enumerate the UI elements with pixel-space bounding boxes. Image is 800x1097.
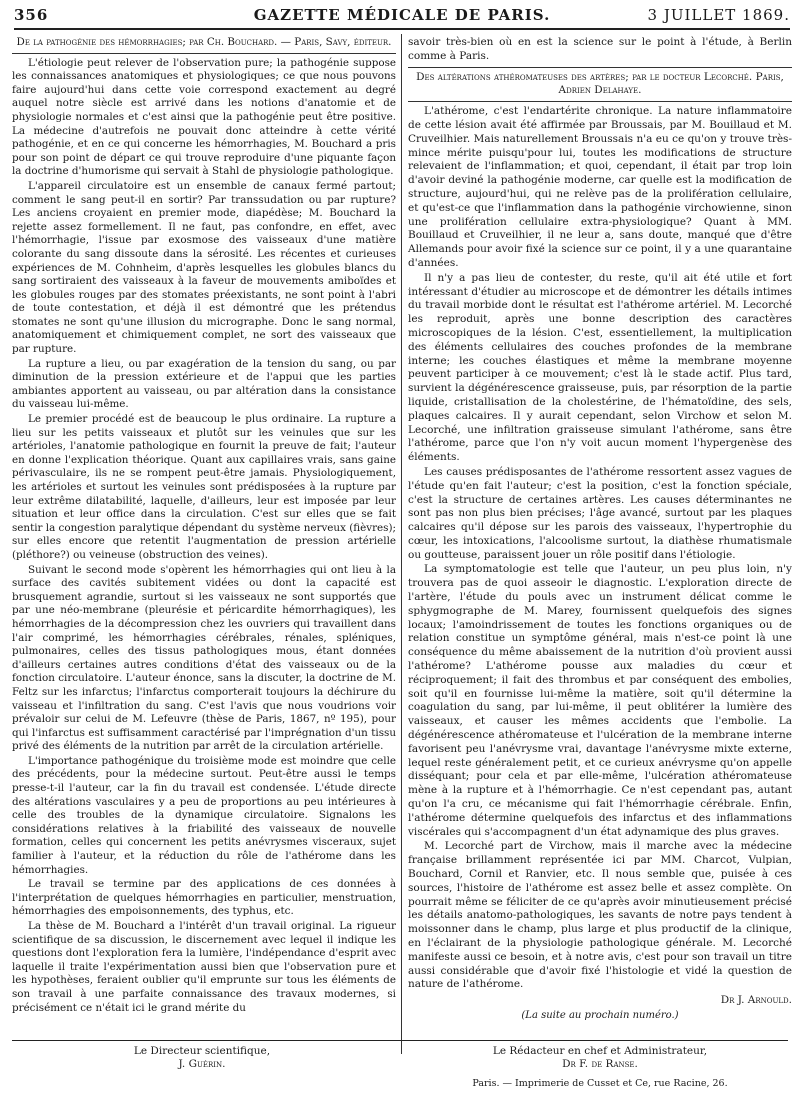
paragraph: Il n'y a pas lieu de contester, du reste, qu'il ait été utile et fort intéressant d'étudier au microscope et de démontrer les détails intimes du travail morbide dont le résultat est l'athérome artériel. M. Lecorché les reproduit, après une bonne description des caractères microscopiques de la lésion. C'est, essentiellement, la multiplication des éléments cellulaires des couches profondes de la membrane interne; les couches élastiques et même la membrane moyenne peuvent participer à ce mouvement; c'est là le stade actif. Plus tard, survient la dégénérescence graisseuse, puis, par résorption de la partie liquide, cristallisation de la cholestérine, de l'hématoïdine, des sels, plaques calcaires. Il y aurait cependant, selon Virchow et selon M. Lecorché, une infiltration graisseuse simulant l'athérome, sans être l'athérome, parce que l'on n'y voit aucun moment l'hypergenèse des éléments. (408, 271, 792, 464)
right-column (408, 36, 792, 1024)
director-name: J. Guérin. (178, 1058, 226, 1070)
paragraph: Suivant le second mode s'opèrent les hémorrhagies qui ont lieu à la surface des cavités subitement vidées ou dont la capacité est brusquement agrandie, surtout si les vaisseaux ne sont supportés que par une néo-membrane (pleurésie et péricardite hémorrhagiques), les hémorrhagies de la décompression chez les ouvriers qui travaillent dans l'air comprimé, les hémorrhagies cérébrales, rénales, spléniques, pulmonaires, celles des tissus pathologiques mous, étant données d'ailleurs certaines autres conditions d'état des vaisseaux ou de la fonction circulatoire. L'auteur énonce, sans la discuter, la doctrine de M. Feltz sur les infarctus; l'infarctus comporterait toujours la déchirure du vaisseau et l'infiltration du sang. C'est l'avis que nous voudrions voir prévaloir sur celui de M. Lefeuvre (thèse de Paris, 1867, nº 195), pour qui l'infarctus est suffisamment caractérisé par l'imprégnation d'un tissu privé des éléments de la nutrition par arrêt de la circulation artérielle. (12, 563, 396, 753)
article-heading-bouchard: De la pathogénie des hémorrhagies; par Ch. Bouchard. — Paris, Savy, éditeur. (16, 36, 392, 48)
paragraph: M. Lecorché part de Virchow, mais il marche avec la médecine française brillamment représentée ici par MM. Charcot, Vulpian, Bouchard, Cornil et Ranvier, etc. Il nous semble que, puisée à ces sources, l'histoire de l'athérome est assez belle et assez complète. On pourrait même se féliciter de ce qu'après avoir minutieusement précisé les détails anatomo-pathologiques, les savants de notre pays tendent à moissonner dans le champ, plus large et plus productif de la clinique, en l'éclairant de la physiologie pathologique générale. M. Lecorché manifeste aussi ce besoin, et à notre avis, c'est pour son travail un titre aussi considérable que d'avoir fixé l'histologie et vidé la question de nature de l'athérome. (408, 840, 792, 991)
printer-imprint: Paris. — Imprimerie de Cusset et Ce, rue Racine, 26. (472, 1078, 728, 1089)
director-title: Le Directeur scientifique, (133, 1045, 271, 1057)
editor-name: Dr F. de Ranse. (562, 1058, 638, 1070)
issue-date: 3 JUILLET 1869. (647, 6, 790, 24)
footer-director (12, 1045, 392, 1071)
heading-rule (12, 53, 396, 54)
paragraph: Les causes prédisposantes de l'athérome ressortent assez vagues de l'étude qu'en fait l'auteur; c'est la position, c'est la fonction spéciale, c'est la structure de certaines artères. Les causes déterminantes ne sont pas non plus bien précises; l'âge avancé, surtout par les plaques calcaires qu'il dépose sur les parois des vaisseaux, l'hypertrophie du cœur, les intoxications, l'alcoolisme surtout, la diathèse rhumatismale ou goutteuse, paraissent jouer un rôle positif dans l'étiologie. (408, 465, 792, 561)
paragraph: Le travail se termine par des applications de ces données à l'interprétation de quelques hémorrhagies en particulier, menstruation, hémorrhagies des empoisonnements, des typhus, etc. (12, 878, 396, 918)
paragraph: L'athérome, c'est l'endartérite chronique. La nature inflammatoire de cette lésion avait été affirmée par Broussais, par M. Bouillaud et M. Cruveilhier. Mais naturellement Broussais n'a eu ce qu'on y trouve très-mince mérite puisqu'pour lui, toutes les modifications de structure relevaient de l'inflammation; et quoi, cependant, il était par trop loin d'avoir deviné la pathogénie moderne, car quelle est la modification de structure, aujourd'hui, qui ne relève pas de la prolifération cellulaire, et qu'est-ce que l'inflammation dans la pathogénie virchowienne, sinon une prolifération cellulaire extra-physiologique? Quant à MM. Bouillaud et Cruveilhier, il ne leur a, sans doute, manqué que d'être Allemands pour avoir fixé la science sur ce point, il y a une quarantaine d'années. (408, 105, 792, 269)
author-signature: Dr J. Arnould. (720, 994, 792, 1007)
paragraph: L'importance pathogénique du troisième mode est moindre que celle des précédents, pour la médecine surtout. Peut-être aussi le temps presse-t-il l'auteur, car la fin du travail est condensée. L'étude directe des altérations vasculaires y a peu de proportions au peu intérieures à celle des troubles de la dynamique circulatoire. Signalons les considérations relatives à la friabilité des vaisseaux de nouvelle formation, celles qui concernent les petits anévrysmes visceraux, sujet familier à l'auteur, et la réduction du rôle de l'athérome dans les hémorrhagies. (12, 754, 396, 876)
page-number: 356 (14, 6, 49, 24)
footer-editor (412, 1045, 788, 1071)
paragraph: La rupture a lieu, ou par exagération de la tension du sang, ou par diminution de la pression extérieure et de l'appui que les parties ambiantes apportent au vaisseau, ou par altération dans la consistance du vaisseau lui-même. (12, 357, 396, 411)
journal-title: GAZETTE MÉDICALE DE PARIS. (253, 6, 551, 24)
paragraph: La symptomatologie est telle que l'auteur, un peu plus loin, n'y trouvera pas de quoi asseoir le diagnostic. L'exploration directe de l'artère, l'étude du pouls avec un instrument délicat comme le sphygmographe de M. Marey, fournissent quelquefois des signes locaux; l'amoindrissement de toutes les fonctions organiques ou de relation constitue un symptôme général, mais n'est-ce point là une conséquence du même abaissement de la nutrition d'où provient aussi l'athérome? L'athérome pousse aux maladies du cœur et réciproquement; il fait des thrombus et par conséquent des embolies, soit qu'il en fournisse lui-même la matière, soit qu'il détermine la coagulation du sang, par lui-même, il peut oblitérer la lumière des vaisseaux, et causer les mêmes accidents que l'embolie. La dégénérescence athéromateuse et l'ulcération de la membrane interne favorisent peu l'anévrysme vrai, davantage l'anévrysme mixte externe, lequel reste généralement petit, et ce curieux anévrysme qu'on appelle disséquant; pour cela et par elle-même, l'ulcération athéromateuse mène à la rupture et à l'hémorrhagie. Ce n'est cependant pas, autant qu'on l'a cru, ce mécanisme qui fait l'hémorrhagie cérébrale. Enfin, l'athérome détermine quelquefois des infarctus et des inflammations viscérales qui s'accompagnent d'un état adynamique des plus graves. (408, 563, 792, 838)
paragraph: Le premier procédé est de beaucoup le plus ordinaire. La rupture a lieu sur les petits vaisseaux et plutôt sur les veinules que sur les artérioles, l'anatomie pathologique en fournit la preuve de fait; l'auteur en donne l'explication théorique. Quant aux capillaires vrais, sans gaine périvasculaire, ils ne se rompent peut-être jamais. Physiologiquement, les artérioles et surtout les veinules sont prédisposées à la rupture par leur extrême dilatabilité, laquelle, d'ailleurs, leur est imposée par leur situation et leur office dans la circulation. C'est sur elles que se fait sentir la congestion paralytique dépendant du système nerveux (fièvres); sur elles encore que retentit l'augmentation de pression artérielle (pléthore?) ou veineuse (obstruction des veines). (12, 413, 396, 561)
column-divider (401, 34, 402, 1054)
article-heading-lecorche: Des altérations athéromateuses des artères; par le docteur Lecorché. Paris, Adrien Delahaye. (416, 70, 784, 97)
page-header (14, 6, 790, 30)
paragraph: La thèse de M. Bouchard a l'intérêt d'un travail original. La rigueur scientifique de sa discussion, le discernement avec lequel il indique les questions dont l'exploration fera la lumière, l'indépendance d'esprit avec laquelle il traite l'expérimentation aussi bien que l'observation pure et les hypothèses, feraient oublier qu'il emprunte sur tous les éléments de son travail à une parfaite connaissance des travaux modernes, si précisément ce n'était ici le grand mérite du (12, 920, 396, 1014)
heading-rule (408, 101, 792, 102)
section-rule (408, 67, 792, 68)
left-column (12, 36, 396, 1016)
paragraph-continued: savoir très-bien où en est la science sur le point à l'étude, à Berlin comme à Paris. (408, 36, 792, 62)
paragraph: L'étiologie peut relever de l'observation pure; la pathogénie suppose les connaissances anatomiques et physiologiques; ce que nous pouvons faire aujourd'hui dans cette voie correspond exactement au degré auquel notre siècle est arrivé dans les notions d'anatomie et de physiologie normales et c'est ainsi que la pathogénie peut être positive. La médecine d'autrefois ne pouvait donc atteindre à cette vérité pathogénie, et en ce qui concerne les hémorrhagies, M. Bouchard a pris pour son point de départ ce qui trouve reproduire d'une piquante façon la doctrine d'humorisme qui servait à Stahl de physiologie pathologique. (12, 56, 396, 178)
editor-title: Le Rédacteur en chef et Administrateur, (492, 1045, 708, 1057)
continuation-note: (La suite au prochain numéro.) (521, 1009, 679, 1021)
paragraph: L'appareil circulatoire est un ensemble de canaux fermé partout; comment le sang peut-il en sortir? Par transsudation ou par rupture? Les anciens croyaient en premier mode, diapédèse; M. Bouchard la rejette assez formellement. Il ne faut, pas confondre, en effet, avec l'hémorrhagie, l'issue par exosmose des vaisseaux d'une matière colorante du sang dissoute dans la sérosité. Les récentes et curieuses expériences de M. Cohnheim, d'après lesquelles les globules blancs du sang sortiraient des vaisseaux à la faveur de mouvements amiboïdes et les globules rouges par des stomates préexistants, ne sont point à l'abri de toute contestation, et déjà il est démontré que les prétendus stomates ne sont qu'une illusion du micrographe. Donc le sang normal, anatomiquement et chimiquement complet, ne sort des vaisseaux que par rupture. (12, 179, 396, 356)
page-footer (12, 1040, 788, 1089)
